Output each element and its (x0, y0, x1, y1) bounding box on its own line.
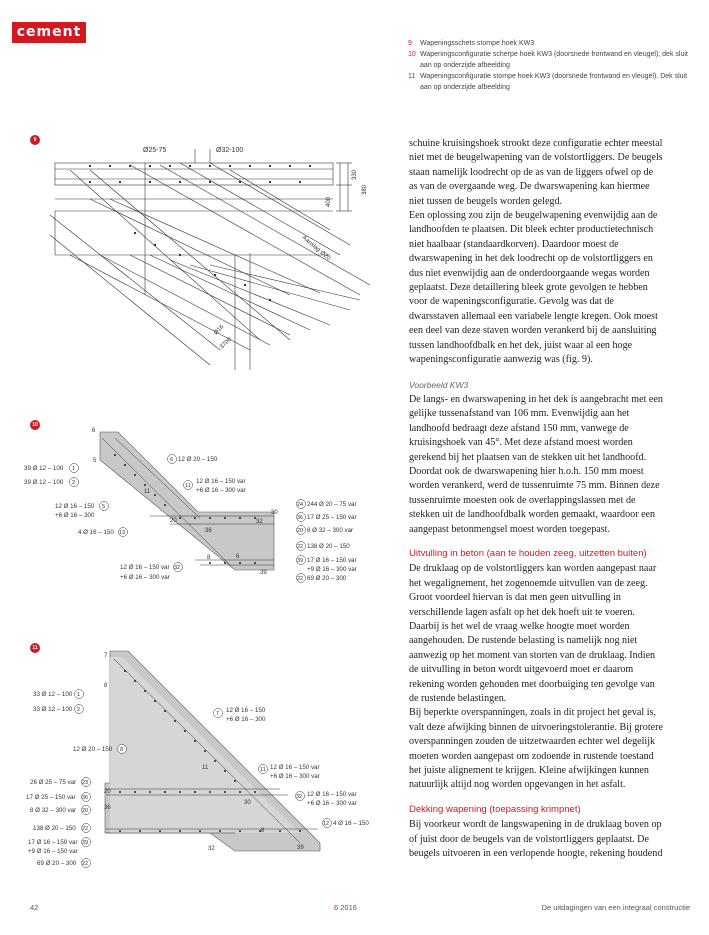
label-bar-13: 4 Ø 16 – 150 (78, 529, 114, 536)
article-body (409, 137, 663, 862)
label-bar-1: 33 Ø 12 – 100 (33, 691, 73, 698)
label-bar-6: 12 Ø 20 – 150 (178, 456, 218, 463)
figure-11-drawing (26, 643, 400, 873)
inline-32: 32 (208, 846, 215, 852)
figure-badge: 10 (30, 420, 40, 430)
inline-36: 36 (104, 805, 111, 811)
callout-2: 2 (72, 480, 76, 486)
label-bar-32a: 12 Ø 16 – 150 var (120, 564, 170, 571)
paragraph: De druklaag op de volstortliggers kan worden aangepast naar het wegalignement, het zogenoemde uitvullen van de zeeg. Groot voordeel hiervan is dat men geen uitvulling in verschillende lagen asfalt op het dek hoeft uit te voeren. Daarbij is het wel de vraag welke hoogte moet worden aangehouden. De rustende belasting is namelijk nog niet aanwezig op het moment van storten van de druklaag. Indien de uitvulling in beton wordt uitgevoerd moet er daarom rekening worden gehouden met doorbuiging ten gevolge van de rustende belastingen. (409, 563, 657, 705)
label-bar-22a: 138 Ø 20 – 150 (33, 825, 76, 832)
callout-39: 39 (297, 558, 304, 564)
label-bar-2: 33 Ø 12 – 100 (33, 706, 73, 713)
callout-5: 5 (102, 504, 106, 510)
inline-30: 30 (244, 800, 251, 806)
inline-20: 20 (170, 518, 177, 524)
label-bar-5a: 12 Ø 16 – 150 (55, 503, 95, 510)
callout-2: 2 (77, 707, 81, 713)
label-dim-380: 380 (362, 184, 368, 195)
callout-6: 6 (170, 457, 174, 463)
label-bar-5b: +6 Ø 16 – 300 (55, 512, 95, 519)
label-aanslag: Aanslag Ø20 (300, 234, 332, 262)
callout-11: 11 (185, 483, 191, 489)
subheading-example: Voorbeeld KW3 (409, 379, 469, 390)
caption-9 (408, 38, 698, 49)
caption-11 (408, 71, 698, 93)
label-n5: 5 (93, 458, 97, 464)
label-bar-39b: +9 Ø 16 – 300 var (307, 566, 357, 573)
callout-1: 1 (77, 692, 81, 698)
caption-text: Wapeningsconfiguratie scherpe hoek KW3 (doorsnede frontwand en vleugel), dek sluit aan op onderzijde afbeelding (420, 51, 688, 69)
callout-22a: 22 (297, 544, 304, 550)
label-bar-20: 8 Ø 32 – 300 var (30, 807, 77, 814)
paragraph: Een oplossing zou zijn de beugelwapening evenwijdig aan de landhoofden te plaatsen. Dit bleek echter productietechnisch niet haalbaar (standaardkorven). Daardoor moest de dwarswapening in het dek loodrecht op de volstortliggers en dus niet evenwijdig aan de onderdoorgaande wegas worden geplaatst. Deze detaillering bleek grote gevolgen te hebben voor de wapeningsconfiguratie. Gevolg was dat de dwarsstaven allemaal een variabele lengte kregen. Ook moest een deel van deze staven worden verankerd bij de aansluiting tussen landhoofdbalk en het dek, juist waar al een hoge wapeningsconfiguratie aanwezig was (fig. 9). (409, 210, 658, 366)
callout-32: 32 (174, 565, 181, 571)
inline-36: 36 (205, 528, 212, 534)
callout-12: 12 (323, 821, 330, 827)
label-bar-12: 4 Ø 16 – 150 (333, 820, 369, 827)
reinforcement-configuration-obtuse (26, 643, 400, 873)
inline-8: 8 (207, 555, 211, 561)
subheading-uitvulling: Uitvulling in beton (aan te houden zeeg, uitzetten buiten) (409, 547, 647, 559)
label-bar-22b: 69 Ø 20 – 300 (307, 575, 347, 582)
inline-39: 39 (260, 570, 267, 576)
label-bar-11b: +6 Ø 16 – 300 var (270, 773, 320, 780)
label-bar-2: 39 Ø 12 – 100 (24, 479, 64, 486)
issue-year: 2016 (340, 903, 357, 912)
label-dim-400: 400 (326, 196, 332, 207)
callout-22b: 22 (82, 861, 89, 867)
label-diag-bottom2: 3700 (219, 336, 233, 351)
callout-23: 23 (82, 780, 89, 786)
figure-9-drawing (30, 135, 400, 385)
inline-8: 8 (261, 828, 265, 834)
figure-captions (408, 38, 698, 93)
label-bar-24: 244 Ø 20 – 75 var (307, 501, 357, 508)
label-n8: 8 (104, 683, 108, 689)
caption-text: Wapeningsschets stompe hoek KW3 (420, 40, 535, 47)
label-bar-11a: 12 Ø 16 – 150 var (270, 764, 320, 771)
callout-36: 36 (297, 515, 304, 521)
cement-logo (12, 22, 86, 43)
label-bar-36: 17 Ø 25 – 150 var (307, 514, 357, 521)
caption-text: Wapeningsconfiguratie stompe hoek KW3 (doorsnede frontwand en vleugel). Dek sluit aan op onderzijde afbeelding (420, 73, 688, 91)
paragraph: Bij beperkte overspanningen, zoals in dit project het geval is, valt deze afwijking binnen de uitvoeringstolerantie. Bij grotere overspanningen zouden de uitzetwaarden echter wel degelijk moeten worden aangepast om zodoende in rustende toestand het juiste alignement te krijgen. Kleine afwijkingen kunnen natuurlijk altijd nog worden opgevangen in het asfalt. (409, 707, 663, 791)
reinforcement-sketch (30, 135, 400, 385)
label-bar-32a: 12 Ø 16 – 150 var (307, 791, 357, 798)
subheading-dekking: Dekking wapening (toepassing krimpnet) (409, 803, 581, 815)
callout-22a: 22 (82, 826, 89, 832)
callout-7: 7 (216, 711, 220, 717)
label-diag-bottom: Ø16 (213, 324, 226, 337)
label-n7: 7 (104, 653, 108, 659)
label-bar-39a: 17 Ø 16 – 150 var (307, 557, 357, 564)
inline-30: 30 (271, 510, 278, 516)
inline-6: 6 (236, 554, 240, 560)
reinforcement-configuration-acute (24, 420, 400, 590)
section-title: De uitdagingen van een integraal constructie (541, 903, 690, 912)
label-bar-22a: 138 Ø 20 – 150 (307, 543, 350, 550)
inline-11: 11 (144, 489, 151, 495)
callout-20: 20 (297, 528, 304, 534)
label-bar-1: 39 Ø 12 – 100 (24, 465, 64, 472)
callout-1: 1 (72, 466, 76, 472)
caption-10 (408, 49, 698, 71)
label-top-left: Ø25-75 (143, 147, 167, 154)
callout-39: 39 (82, 840, 89, 846)
callout-8: 8 (120, 747, 124, 753)
callout-22b: 22 (297, 576, 304, 582)
inline-39: 39 (297, 845, 304, 851)
caption-number: 9 (408, 40, 412, 47)
label-bar-32b: +6 Ø 16 – 300 var (307, 800, 357, 807)
issue-number: 6 (334, 903, 339, 912)
label-bar-11b: +6 Ø 16 – 300 var (196, 487, 246, 494)
label-bar-11a: 12 Ø 16 – 150 var (196, 478, 246, 485)
label-bar-7a: 12 Ø 16 – 150 (226, 707, 266, 714)
paragraph: Bij voorkeur wordt de langswapening in de druklaag boven op of juist door de beugels van de volstortliggers geplaatst. De beugels uitvoeren in een verlopende hoogte, rekening houdend (409, 819, 663, 860)
figure-badge: 11 (30, 643, 40, 653)
paragraph: schuine kruisingshoek strookt deze configuratie echter meestal niet met de beugelwapening van de volstortliggers. De beugels staan namelijk loodrecht op de as van de liggers ofwel op de as van de overgaande weg. De dwarswapening kan hiermee niet tussen de beugels worden gelegd. (409, 138, 663, 207)
label-bar-7b: +6 Ø 16 – 300 (226, 716, 266, 723)
callout-36: 36 (82, 795, 89, 801)
logo-text: cement (16, 24, 82, 40)
figure-badge: 9 (30, 135, 40, 145)
inline-20: 20 (104, 789, 111, 795)
inline-32: 32 (256, 519, 263, 525)
label-bar-39a: 17 Ø 16 – 150 var (28, 839, 78, 846)
callout-32: 32 (296, 794, 303, 800)
inline-11: 11 (202, 765, 209, 771)
label-dim-330: 330 (352, 169, 358, 180)
figure-10-drawing (24, 420, 400, 590)
callout-20: 20 (82, 808, 89, 814)
label-n6: 6 (92, 428, 96, 434)
callout-13: 13 (119, 530, 126, 536)
label-bar-32b: +6 Ø 16 – 300 var (120, 574, 170, 581)
caption-number: 11 (408, 73, 416, 80)
callout-24: 24 (297, 502, 304, 508)
paragraph: De langs- en dwarswapening in het dek is aangebracht met een gelijke tussenafstand van 106 mm. Evenwijdig aan het landhoofd bedraagt deze afstand 150 mm, vanwege de kruisingshoek van 45°. Met deze afstand moest worden gerekend bij het plaatsen van de stekken uit het landhoofd. Doordat ook de dwarswapening hier h.o.h. 150 mm moest worden verankerd, werd de tussenruimte 75 mm. Binnen deze tussenruimte moesten ook de overlappingslassen met de stekken uit de landhoofdbalk worden gemaakt, waardoor een aangepast betonmengsel moest worden toegepast. (409, 393, 663, 535)
callout-11: 11 (260, 767, 266, 773)
label-bar-8: 12 Ø 20 – 150 (73, 746, 113, 753)
label-bar-20: 8 Ø 32 – 300 var (307, 527, 354, 534)
issue-label (334, 903, 357, 912)
page-number: 42 (30, 903, 39, 912)
label-bar-22b: 69 Ø 20 – 300 (37, 860, 77, 867)
label-bar-39b: +9 Ø 16 – 150 var (28, 848, 78, 855)
label-top-right: Ø32-100 (216, 147, 244, 154)
label-bar-36: 17 Ø 25 – 150 var (26, 794, 76, 801)
label-bar-23: 26 Ø 25 – 75 var (30, 779, 77, 786)
caption-number: 10 (408, 51, 416, 58)
